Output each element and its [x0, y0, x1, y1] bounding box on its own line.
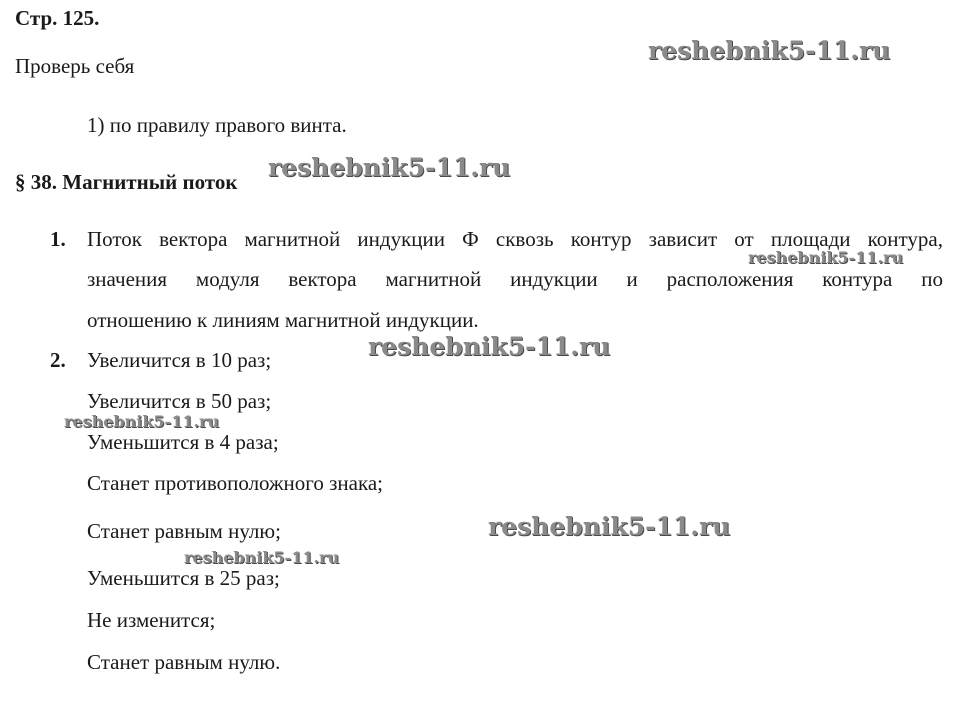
watermark: reshebnik5-11.ru	[64, 412, 220, 431]
answer-2-line: Уменьшится в 25 раз;	[87, 566, 280, 590]
watermark: reshebnik5-11.ru	[648, 36, 891, 65]
section-title: § 38. Магнитный поток	[15, 170, 238, 194]
answer-1-line: отношению к линиям магнитной индукции.	[87, 308, 479, 332]
watermark: reshebnik5-11.ru	[368, 332, 611, 361]
answer-2-line: Станет равным нулю;	[87, 519, 281, 543]
answer-2-line: Станет равным нулю.	[87, 650, 281, 674]
answer-2-line: Станет противоположного знака;	[87, 471, 384, 495]
answer-2-line: Уменьшится в 4 раза;	[87, 430, 279, 454]
watermark: reshebnik5-11.ru	[748, 248, 904, 267]
answer-1-line: Поток вектора магнитной индукции Ф сквозь контур зависит от площади контура,	[87, 227, 943, 251]
answer-2-line: Увеличится в 50 раз;	[87, 389, 272, 413]
page-reference: Стр. 125.	[15, 6, 100, 30]
answer-number: 1.	[50, 227, 66, 251]
check-yourself-answer: 1) по правилу правого винта.	[87, 113, 347, 137]
answer-2-line: Увеличится в 10 раз;	[87, 348, 272, 372]
watermark: reshebnik5-11.ru	[268, 153, 511, 182]
check-yourself-heading: Проверь себя	[15, 54, 135, 78]
answer-1-line: значения модуля вектора магнитной индукции и расположения контура по	[87, 267, 943, 291]
watermark: reshebnik5-11.ru	[488, 512, 731, 541]
answer-number: 2.	[50, 348, 66, 372]
answer-2-line: Не изменится;	[87, 608, 216, 632]
watermark: reshebnik5-11.ru	[184, 548, 340, 567]
